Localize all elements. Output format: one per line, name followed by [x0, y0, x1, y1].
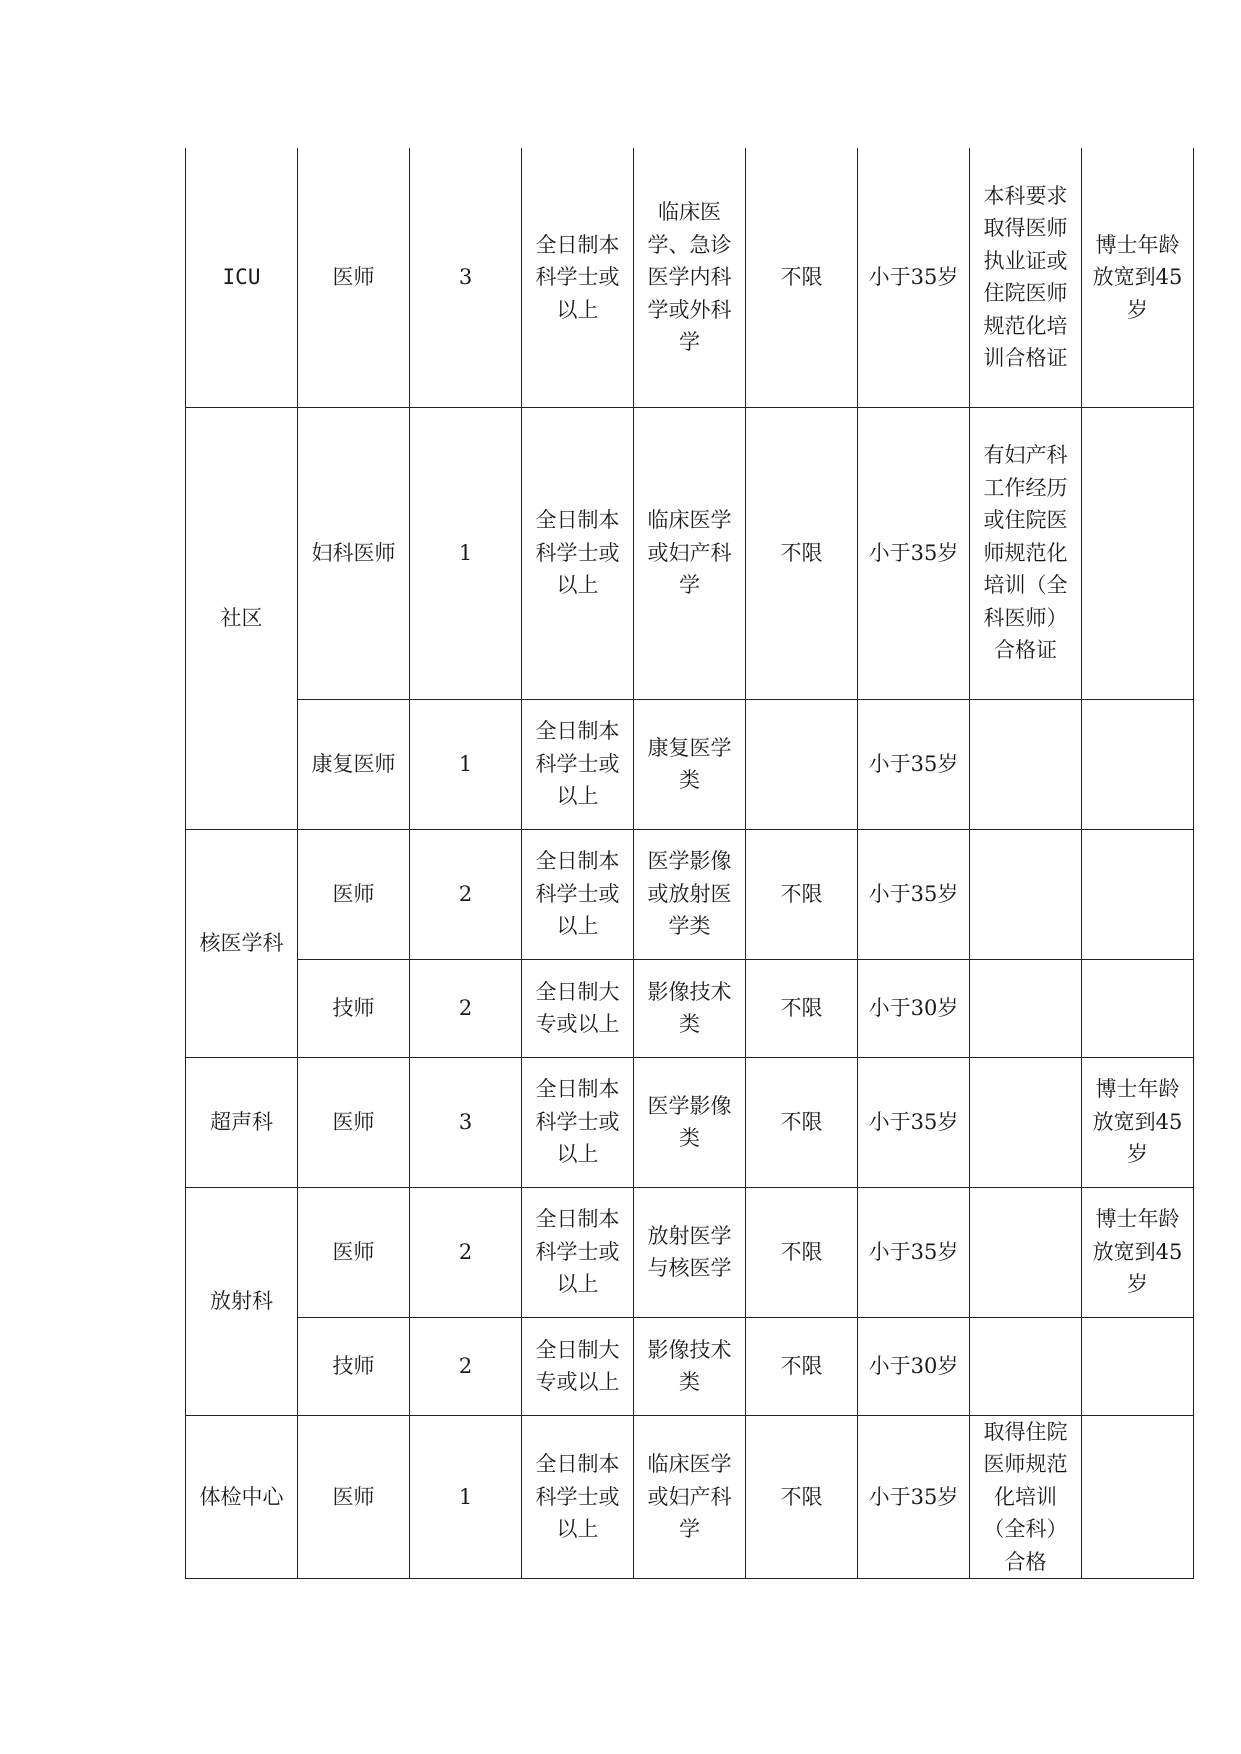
- position-cell: 医师: [298, 1187, 410, 1317]
- count-cell: 1: [410, 1415, 522, 1579]
- age-cell: 小于35岁: [858, 699, 970, 829]
- age-cell: 小于35岁: [858, 1187, 970, 1317]
- education-cell: 全日制本科学士或以上: [522, 829, 634, 959]
- major-cell: 放射医学与核医学: [634, 1187, 746, 1317]
- position-cell: 技师: [298, 959, 410, 1057]
- dept-cell: 社区: [186, 407, 298, 829]
- note-cell: 博士年龄放宽到45岁: [1082, 1187, 1194, 1317]
- major-cell: 临床医学、急诊医学内科学或外科学: [634, 148, 746, 407]
- position-cell: 医师: [298, 1415, 410, 1579]
- position-cell: 妇科医师: [298, 407, 410, 699]
- education-cell: 全日制本科学士或以上: [522, 699, 634, 829]
- table-row: [186, 1317, 1194, 1415]
- table-row: [186, 1415, 1194, 1579]
- age-cell: 小于35岁: [858, 407, 970, 699]
- count-cell: 2: [410, 959, 522, 1057]
- education-cell: 全日制本科学士或以上: [522, 407, 634, 699]
- note-cell: 博士年龄放宽到45岁: [1082, 148, 1194, 407]
- dept-cell: 超声科: [186, 1057, 298, 1187]
- other-requirements-cell: [970, 1187, 1082, 1317]
- title-cell: 不限: [746, 959, 858, 1057]
- age-cell: 小于30岁: [858, 1317, 970, 1415]
- title-cell: 不限: [746, 1187, 858, 1317]
- major-cell: 影像技术类: [634, 1317, 746, 1415]
- education-cell: 全日制大专或以上: [522, 959, 634, 1057]
- position-cell: 医师: [298, 829, 410, 959]
- other-requirements-cell: 本科要求取得医师执业证或住院医师规范化培训合格证: [970, 148, 1082, 407]
- table-row: [186, 829, 1194, 959]
- position-cell: 技师: [298, 1317, 410, 1415]
- other-requirements-cell: [970, 1057, 1082, 1187]
- count-cell: 2: [410, 1317, 522, 1415]
- title-cell: [746, 699, 858, 829]
- age-cell: 小于35岁: [858, 148, 970, 407]
- age-cell: 小于35岁: [858, 1057, 970, 1187]
- count-cell: 2: [410, 829, 522, 959]
- table-row: [186, 1057, 1194, 1187]
- education-cell: 全日制本科学士或以上: [522, 148, 634, 407]
- table-row: [186, 959, 1194, 1057]
- major-cell: 影像技术类: [634, 959, 746, 1057]
- education-cell: 全日制本科学士或以上: [522, 1057, 634, 1187]
- major-cell: 医学影像或放射医学类: [634, 829, 746, 959]
- note-cell: [1082, 699, 1194, 829]
- age-cell: 小于35岁: [858, 829, 970, 959]
- major-cell: 医学影像类: [634, 1057, 746, 1187]
- other-requirements-cell: [970, 1317, 1082, 1415]
- position-cell: 康复医师: [298, 699, 410, 829]
- age-cell: 小于30岁: [858, 959, 970, 1057]
- table-row: [186, 699, 1194, 829]
- title-cell: 不限: [746, 1317, 858, 1415]
- dept-cell: 体检中心: [186, 1415, 298, 1579]
- dept-cell: ICU: [186, 148, 298, 407]
- position-cell: 医师: [298, 148, 410, 407]
- note-cell: 博士年龄放宽到45岁: [1082, 1057, 1194, 1187]
- title-cell: 不限: [746, 148, 858, 407]
- other-requirements-cell: 取得住院医师规范化培训（全科）合格: [970, 1415, 1082, 1579]
- major-cell: 临床医学或妇产科学: [634, 407, 746, 699]
- note-cell: [1082, 959, 1194, 1057]
- title-cell: 不限: [746, 407, 858, 699]
- table-row: [186, 407, 1194, 699]
- title-cell: 不限: [746, 829, 858, 959]
- age-cell: 小于35岁: [858, 1415, 970, 1579]
- other-requirements-cell: [970, 829, 1082, 959]
- other-requirements-cell: [970, 959, 1082, 1057]
- major-cell: 临床医学或妇产科学: [634, 1415, 746, 1579]
- dept-cell: 核医学科: [186, 829, 298, 1057]
- count-cell: 1: [410, 699, 522, 829]
- count-cell: 1: [410, 407, 522, 699]
- recruitment-table: [185, 148, 1194, 1579]
- title-cell: 不限: [746, 1057, 858, 1187]
- count-cell: 3: [410, 148, 522, 407]
- count-cell: 3: [410, 1057, 522, 1187]
- note-cell: [1082, 1317, 1194, 1415]
- education-cell: 全日制本科学士或以上: [522, 1187, 634, 1317]
- other-requirements-cell: [970, 699, 1082, 829]
- note-cell: [1082, 829, 1194, 959]
- education-cell: 全日制大专或以上: [522, 1317, 634, 1415]
- table-row: [186, 148, 1194, 407]
- education-cell: 全日制本科学士或以上: [522, 1415, 634, 1579]
- title-cell: 不限: [746, 1415, 858, 1579]
- other-requirements-cell: 有妇产科工作经历或住院医师规范化培训（全科医师）合格证: [970, 407, 1082, 699]
- count-cell: 2: [410, 1187, 522, 1317]
- note-cell: [1082, 407, 1194, 699]
- major-cell: 康复医学类: [634, 699, 746, 829]
- table-row: [186, 1187, 1194, 1317]
- note-cell: [1082, 1415, 1194, 1579]
- dept-cell: 放射科: [186, 1187, 298, 1415]
- position-cell: 医师: [298, 1057, 410, 1187]
